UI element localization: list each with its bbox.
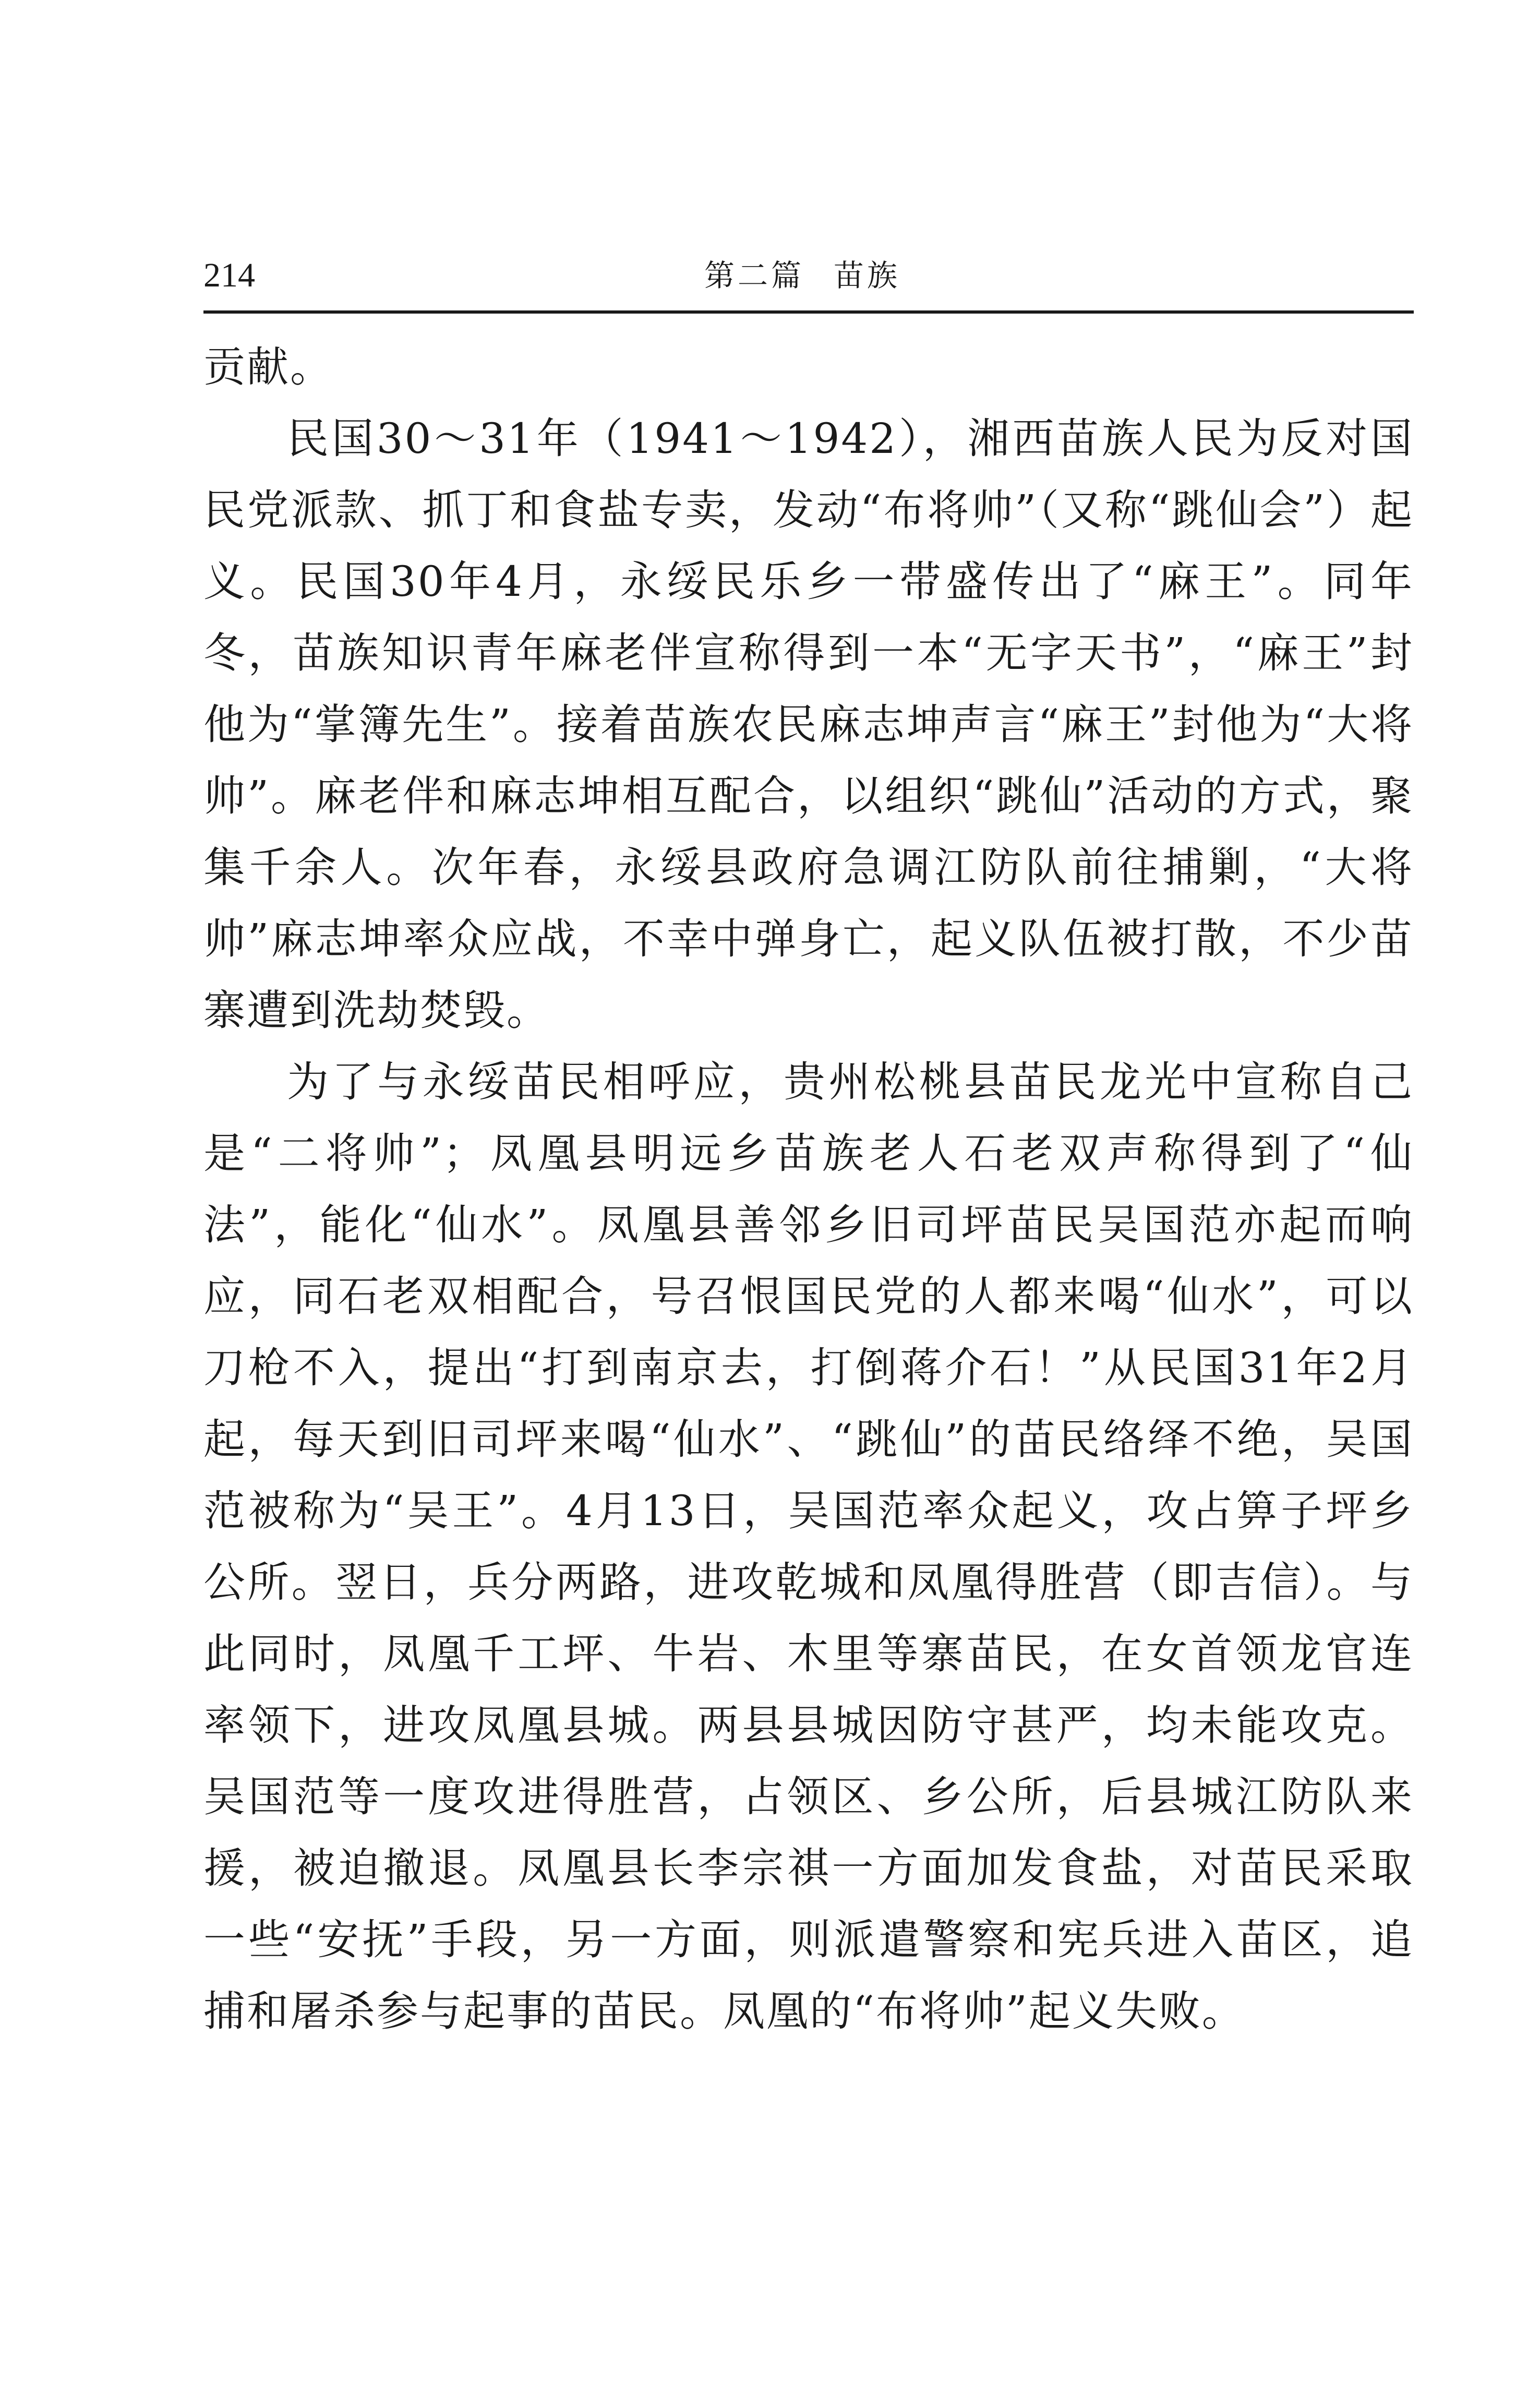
- running-head: [203, 244, 1414, 307]
- body-text: [203, 331, 1414, 2047]
- paragraph-continuation: 贡献。: [203, 343, 333, 391]
- part-title: 第二篇: [704, 258, 805, 293]
- chapter-title: 苗族: [834, 258, 901, 293]
- paragraph-uprising-yongsui: 民国30～31年（1941～1942），湘西苗族人民为反对国民党派款、抓丁和食盐专卖，发动“布将帅”（又称“跳仙会”）起义。民国30年4月，永绥民乐乡一带盛传出了“麻王”。同年冬，苗族知识青年麻老伴宣称得到一本“无字天书”，“麻王”封他为“掌簿先生”。接着苗族农民麻志坤声言“麻王”封他为“大将帅”。麻老伴和麻志坤相互配合，以组织“跳仙”活动的方式，聚集千余人。次年春，永绥县政府急调江防队前往捕剿，“大将帅”麻志坤率众应战，不幸中弹身亡，起义队伍被打散，不少苗寨遭到洗劫焚毁。: [203, 414, 1414, 1035]
- paragraph-uprising-fenghuang: 为了与永绥苗民相呼应，贵州松桃县苗民龙光中宣称自己是“二将帅”；凤凰县明远乡苗族老人石老双声称得到了“仙法”，能化“仙水”。凤凰县善邻乡旧司坪苗民吴国范亦起而响应，同石老双相配合，号召恨国民党的人都来喝“仙水”，可以刀枪不入，提出“打到南京去，打倒蒋介石！”从民国31年2月起，每天到旧司坪来喝“仙水”、“跳仙”的苗民络绎不绝，吴国范被称为“吴王”。4月13日，吴国范率众起义，攻占箅子坪乡公所。翌日，兵分两路，进攻乾城和凤凰得胜营（即吉信）。与此同时，凤凰千工坪、牛岩、木里等寨苗民，在女首领龙官连率领下，进攻凤凰县城。两县县城因防守甚严，均未能攻克。吴国范等一度攻进得胜营，占领区、乡公所，后县城江防队来援，被迫撤退。凤凰县长李宗祺一方面加发食盐，对苗民采取一些“安抚”手段，另一方面，则派遣警察和宪兵进入苗区，追捕和屠杀参与起事的苗民。凤凰的“布将帅”起义失败。: [203, 1058, 1414, 2035]
- section-title: [704, 244, 900, 307]
- page-number: 214: [203, 256, 255, 294]
- header-rule: [203, 310, 1414, 314]
